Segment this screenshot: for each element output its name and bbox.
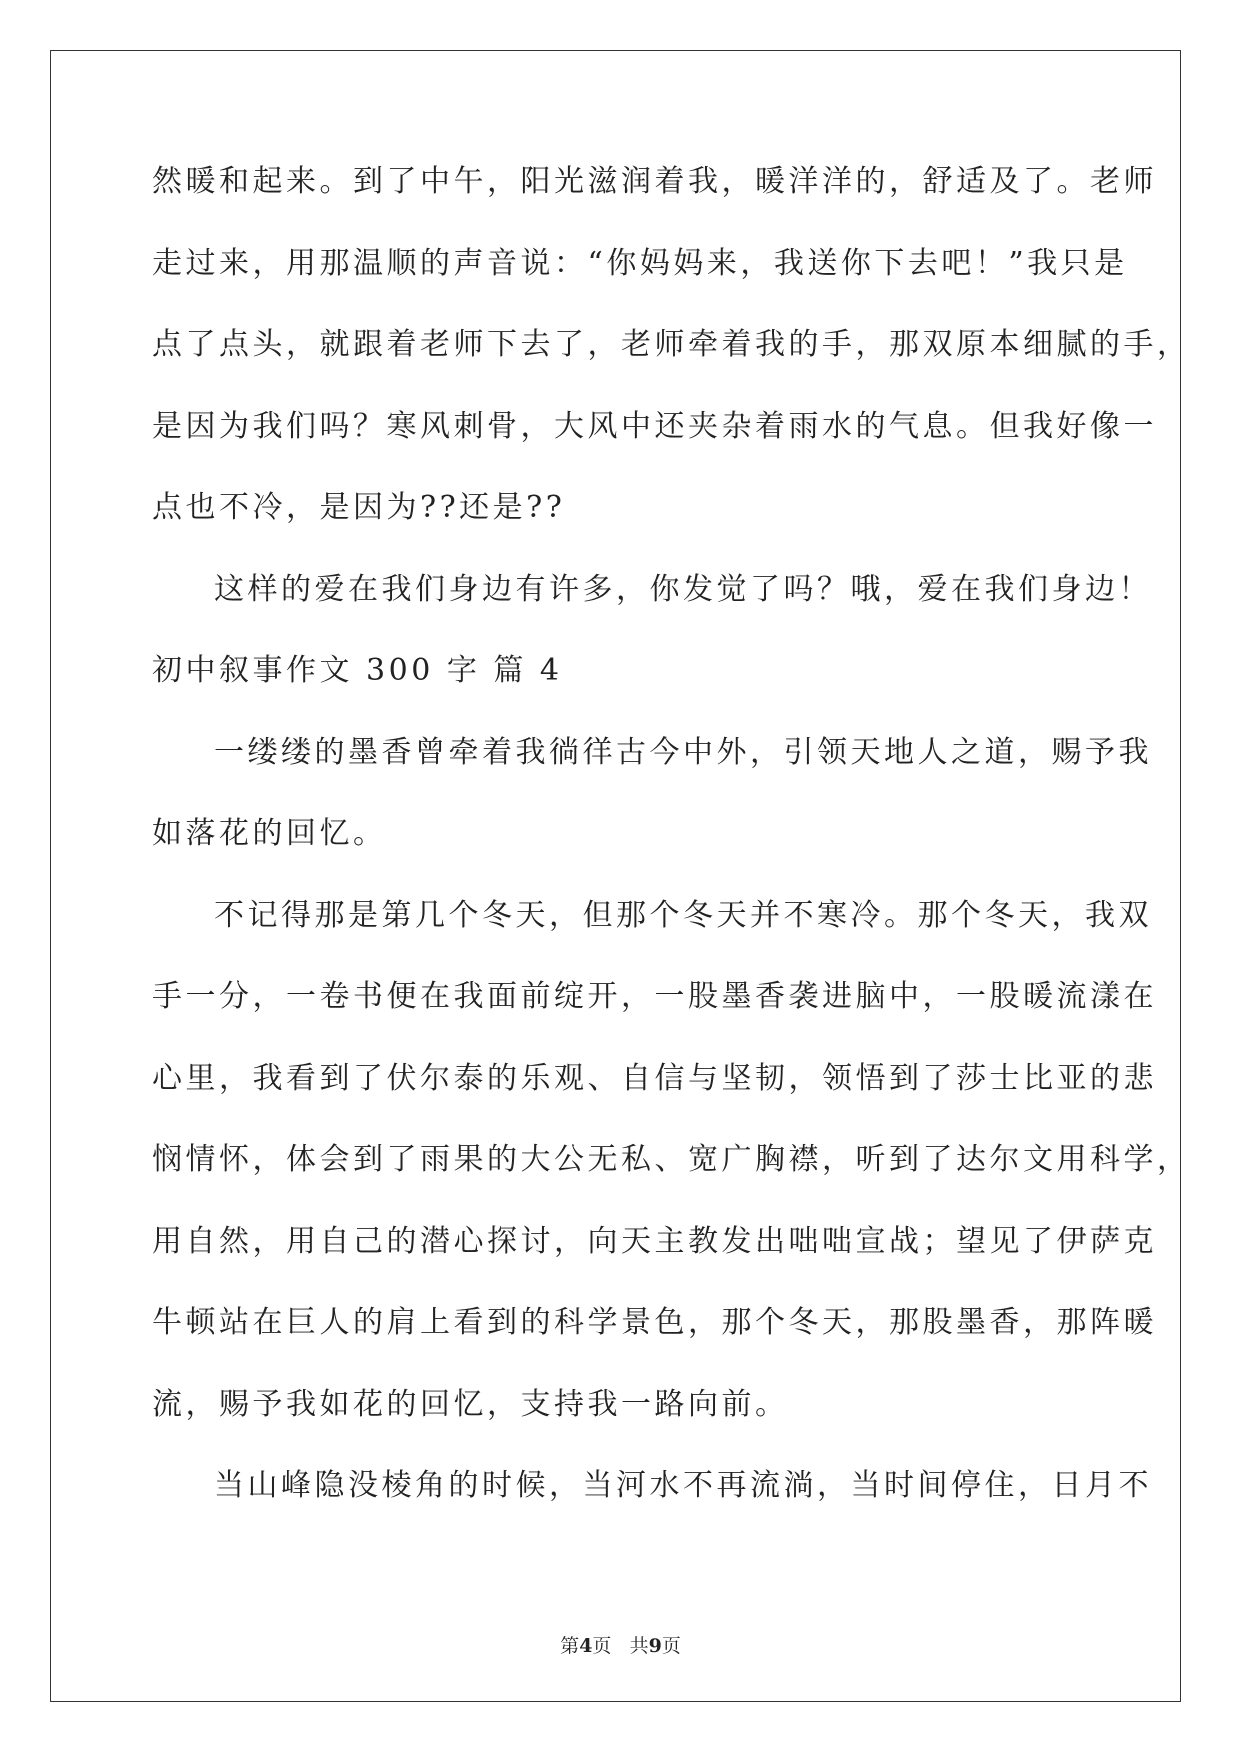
text-line: 当山峰隐没棱角的时候，当河水不再流淌，当时间停住，日月不 bbox=[214, 1468, 1152, 1503]
text-line: 如落花的回忆。 bbox=[152, 816, 387, 851]
text-line: 点也不冷，是因为??还是?? bbox=[152, 490, 566, 525]
text-line: 心里，我看到了伏尔泰的乐观、自信与坚韧，领悟到了莎士比亚的悲 bbox=[152, 1060, 1157, 1096]
text-line: 不记得那是第几个冬天，但那个冬天并不寒冷。那个冬天，我双 bbox=[214, 897, 1152, 933]
text-line: 悯情怀，体会到了雨果的大公无私、宽广胸襟，听到了达尔文用科学， bbox=[152, 1142, 1191, 1177]
text-line: 一缕缕的墨香曾牵着我徜徉古今中外，引领天地人之道，赐予我 bbox=[214, 734, 1152, 770]
document-body bbox=[152, 160, 1191, 1546]
total-suffix: 页 bbox=[661, 1635, 681, 1657]
total-prefix: 共 bbox=[629, 1635, 649, 1657]
text-line: 流，赐予我如花的回忆，支持我一路向前。 bbox=[152, 1386, 789, 1422]
text-line: 手一分，一卷书便在我面前绽开，一股墨香袭进脑中，一股暖流漾在 bbox=[152, 979, 1157, 1014]
page-number: 4 bbox=[579, 1635, 593, 1657]
text-line: 然暖和起来。到了中午，阳光滋润着我，暖洋洋的，舒适及了。老师 bbox=[152, 164, 1157, 199]
page-prefix: 第 bbox=[560, 1635, 580, 1657]
text-line: 牛顿站在巨人的肩上看到的科学景色，那个冬天，那股墨香，那阵暖 bbox=[152, 1305, 1157, 1340]
text-line: 是因为我们吗？寒风刺骨，大风中还夹杂着雨水的气息。但我好像一 bbox=[152, 408, 1157, 444]
total-pages: 9 bbox=[648, 1635, 662, 1657]
text-line: 用自然，用自己的潜心探讨，向天主教发出咄咄宣战；望见了伊萨克 bbox=[152, 1223, 1157, 1259]
text-line: 这样的爱在我们身边有许多，你发觉了吗？哦，爱在我们身边！ bbox=[214, 571, 1152, 607]
page-footer bbox=[0, 1631, 1241, 1658]
text-line: 点了点头，就跟着老师下去了，老师牵着我的手，那双原本细腻的手， bbox=[152, 327, 1191, 362]
section-heading: 初中叙事作文 300 字 篇 4 bbox=[152, 653, 563, 688]
text-line: 走过来，用那温顺的声音说：“你妈妈来，我送你下去吧！”我只是 bbox=[152, 245, 1128, 281]
page-suffix: 页 bbox=[592, 1635, 612, 1657]
